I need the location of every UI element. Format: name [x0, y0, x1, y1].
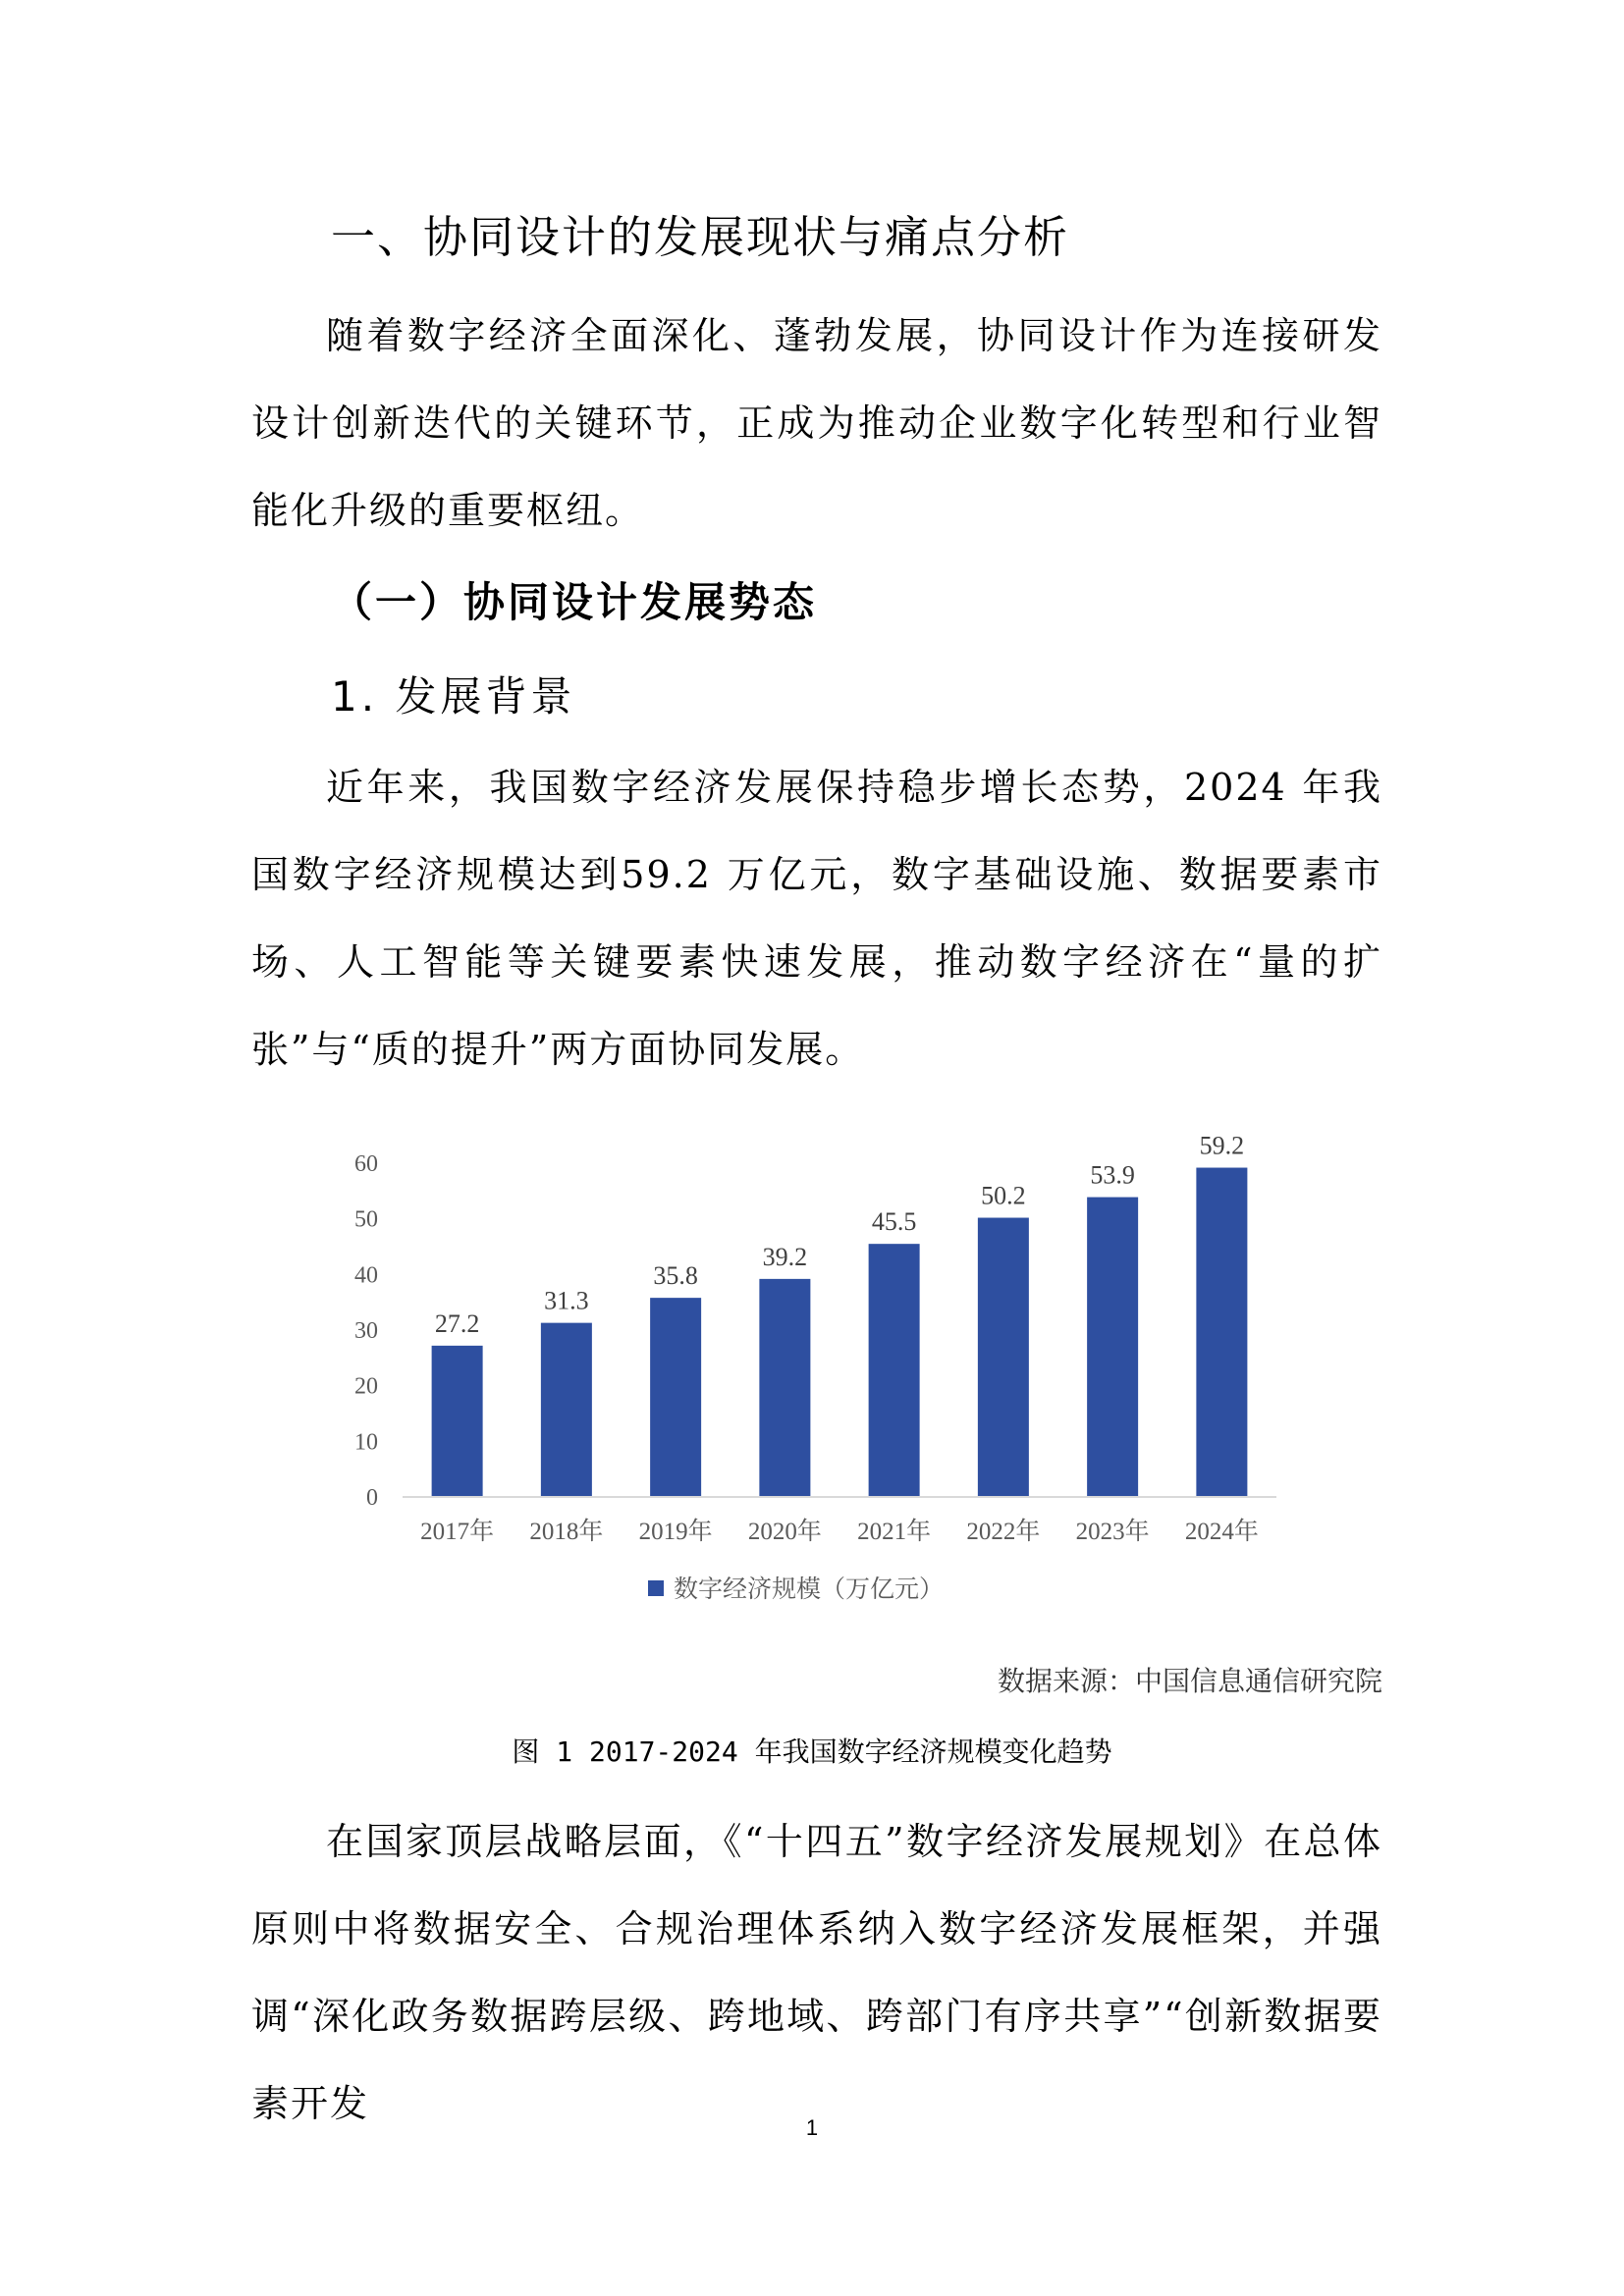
subsubsection-heading: 1. 发展背景: [331, 672, 576, 721]
section-heading: 一、协同设计的发展现状与痛点分析: [331, 211, 1070, 263]
bar: [978, 1218, 1029, 1497]
digital-economy-bar-chart: [334, 1104, 1306, 1634]
y-tick-label: 0: [366, 1485, 378, 1511]
x-tick-label: 2018年: [529, 1519, 604, 1545]
bar: [541, 1323, 592, 1497]
bar-value-label: 50.2: [981, 1181, 1026, 1210]
x-tick-label: 2024年: [1184, 1519, 1259, 1545]
bar-value-label: 53.9: [1090, 1160, 1135, 1190]
x-axis: [403, 1497, 1276, 1545]
y-tick-label: 20: [354, 1373, 378, 1400]
bar: [1196, 1168, 1247, 1497]
bar: [650, 1298, 701, 1497]
bar: [759, 1279, 810, 1497]
legend-label: 数字经济规模（万亿元）: [674, 1576, 945, 1603]
legend-swatch: [648, 1580, 664, 1596]
bar-value-label: 31.3: [544, 1286, 589, 1315]
bar-value-label: 35.8: [653, 1261, 698, 1291]
y-axis: [354, 1151, 378, 1511]
intro-paragraph: 随着数字经济全面深化、蓬勃发展，协同设计作为连接研发设计创新迭代的关键环节，正成为推动企业数字化转型和行业智能化升级的重要枢纽。: [251, 314, 1382, 532]
data-source-note: 数据来源：中国信息通信研究院: [997, 1665, 1382, 1697]
chart-legend: [648, 1575, 944, 1603]
bar-value-label: 27.2: [434, 1308, 480, 1338]
bar-value-label: 59.2: [1199, 1131, 1245, 1160]
bar-value-label: 45.5: [871, 1207, 917, 1237]
y-tick-label: 10: [354, 1429, 378, 1456]
y-tick-label: 40: [354, 1262, 378, 1289]
bars: [432, 1168, 1248, 1497]
policy-paragraph: 在国家顶层战略层面，《“十四五”数字经济发展规划》在总体原则中将数据安全、合规治理体系纳入数字经济发展框架，并强调“深化政务数据跨层级、跨地域、跨部门有序共享”“创新数据要素开发: [251, 1820, 1382, 2125]
y-tick-label: 30: [354, 1318, 378, 1344]
x-tick-label: 2019年: [638, 1519, 713, 1545]
bar: [1087, 1198, 1138, 1497]
bar-value-label: 39.2: [762, 1242, 808, 1271]
x-tick-label: 2020年: [747, 1519, 822, 1545]
x-tick-label: 2021年: [857, 1519, 932, 1545]
bar: [432, 1346, 483, 1497]
page-number: 1: [805, 2115, 819, 2140]
background-paragraph: 近年来，我国数字经济发展保持稳步增长态势，2024 年我国数字经济规模达到59.2 万亿元，数字基础设施、数据要素市场、人工智能等关键要素快速发展，推动数字经济在“量的扩张”与“质的提升”两方面协同发展。: [251, 766, 1382, 1071]
x-tick-label: 2017年: [420, 1519, 495, 1545]
figure-caption: 图 1 2017-2024 年我国数字经济规模变化趋势: [512, 1735, 1112, 1768]
bar: [869, 1244, 920, 1497]
y-tick-label: 50: [354, 1206, 378, 1233]
y-tick-label: 60: [354, 1151, 378, 1177]
x-tick-label: 2022年: [966, 1519, 1041, 1545]
x-tick-label: 2023年: [1075, 1519, 1150, 1545]
subsection-heading: （一）协同设计发展势态: [331, 578, 818, 626]
